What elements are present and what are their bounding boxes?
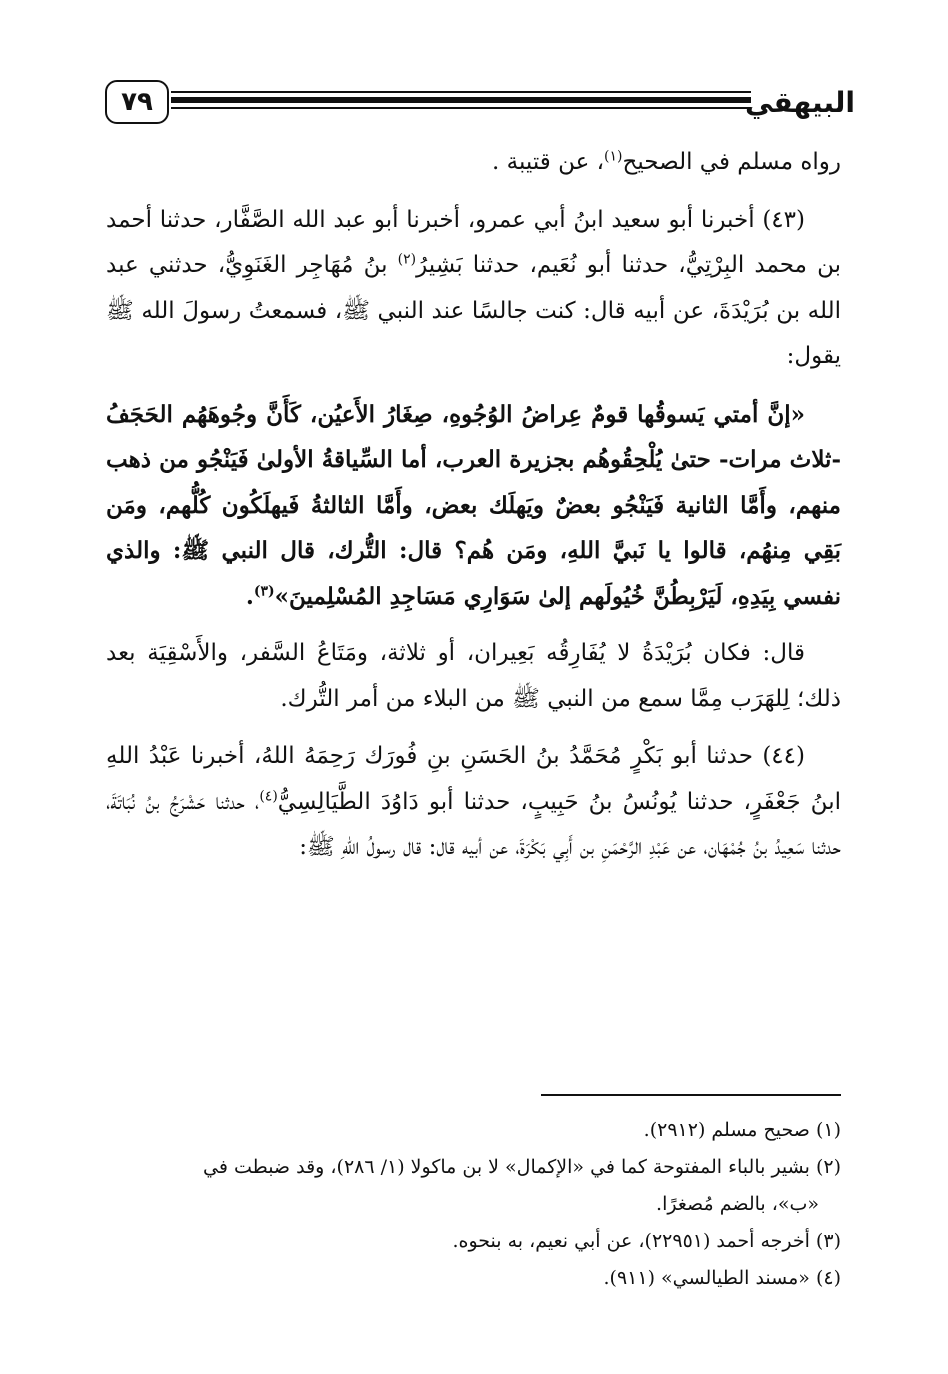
footnote-1: (١) صحيح مسلم (٢٩١٢). [643,1119,841,1141]
paragraph-4 [106,631,841,722]
paragraph-1-tail: ، عن قتيبة . [491,149,605,175]
hadith-text [106,392,841,620]
paragraph-1-text: رواه مسلم في الصحيح [622,149,841,175]
footnote-separator [541,1094,841,1096]
paragraph-5-text-b: ، حدثنا حَشْرَجُ بنُ نُبَاتَةَ، حدثنا سَعِيدُ بنُ جُمْهَان، عن عَبْدِ الرَّحْمَنِ بن أَبِي بَكْرَةَ، عن أبيه قال: قال رسولُ اللهِ ﷺ: [106,788,841,860]
footnote-ref-3: (٣) [253,582,275,599]
paragraph-1 [106,140,841,186]
paragraph-2-text-b: بنُ مُهَاجِر الغَنَوِيُّ، حدثني عبد الله بن بُرَيْدَةَ، عن أبيه قال: كنت جالسًا عند النبي ﷺ، فسمعتُ رسولَ الله ﷺ يقول: [106,252,841,369]
header-rule-bottom [171,107,751,109]
paragraph-2 [106,198,841,380]
footnote-4: (٤) «مسند الطيالسي» (٩١١). [603,1267,841,1289]
footnote-ref-2: (٢) [397,251,417,268]
hadith-body: «إنَّ أمتي يَسوقُها قومٌ عِراضُ الوُجُوهِ، صِغَارُ الأَعيُن، كَأَنَّ وجُوهَهُم الحَجَفُ -ثلاث مرات- حتىٰ يُلْحِقُوهُم بجزيرة العرب، أما السِّياقةُ الأولىٰ فَيَنْجُو من ذهب منهم، وأَمَّا الثانية فَيَنْجُو بعضٌ ويَهلَك بعض، وأَمَّا الثالثةُ فَيهلَكُون كُلُّهم، ومَن بَقِي مِنهُم، قالوا يا نَبيَّ اللهِ، ومَن هُم؟ قال: التُّرك، قال النبي ﷺ: والذي نفسي بِيَدِهِ، لَيَرْبِطُنَّ خُيُولَهم إلىٰ سَوَارِي مَسَاجِدِ المُسْلِمينَ» [106,400,841,610]
paragraph-4-text: قال: فكان بُرَيْدَةُ لا يُفَارِقُه بَعِيران، أو ثلاثة، ومَتَاعُ السَّفر، والأَسْقِيَة بعد ذلك؛ لِلهَرَب مِمَّا سمع من النبي ﷺ من البلاء من أمر التُّرك. [106,640,841,712]
page-number: ٧٩ [105,80,169,124]
page-header [105,80,855,128]
footnote-2: (٢) بشير بالباء المفتوحة كما في «الإكمال» لا بن ماكولا (١/ ٢٨٦)، وقد ضبطت في [203,1156,841,1178]
paragraph-2-text-a: (٤٣) أخبرنا أبو سعيد ابنُ أبي عمرو، أخبرنا أبو عبد الله الصَّفَّار، حدثنا أحمد بن محمد البِرْتِيُّ، حدثنا أبو نُعَيم، حدثنا بَشِيرُ [106,206,841,278]
footnotes [106,1112,841,1297]
header-rule-top [171,91,751,93]
header-rule-thick [171,97,751,103]
paragraph-5 [106,734,841,871]
paragraph-5-text-a: (٤٤) حدثنا أبو بَكْرٍ مُحَمَّدُ بنُ الحَسَنِ بنِ فُورَك رَحِمَهُ اللهُ، أخبرنا عَبْدُ اللهِ ابنُ جَعْفَرٍ، حدثنا يُونُسُ بنُ حَبِيبٍ، حدثنا أبو دَاوُدَ الطَّيَالِسِيُّ [106,743,841,815]
hadith-tail: . [245,582,254,610]
footnote-ref-1: (١) [604,148,623,165]
footnote-2-continued: «ب»، بالضم مُصغرًا. [656,1193,819,1215]
running-title: البيهقي [745,85,855,119]
main-text [106,140,841,883]
footnote-3: (٣) أخرجه أحمد (٢٢٩٥١)، عن أبي نعيم، به بنحوه. [452,1230,841,1252]
footnote-ref-4: (٤) [259,787,278,804]
